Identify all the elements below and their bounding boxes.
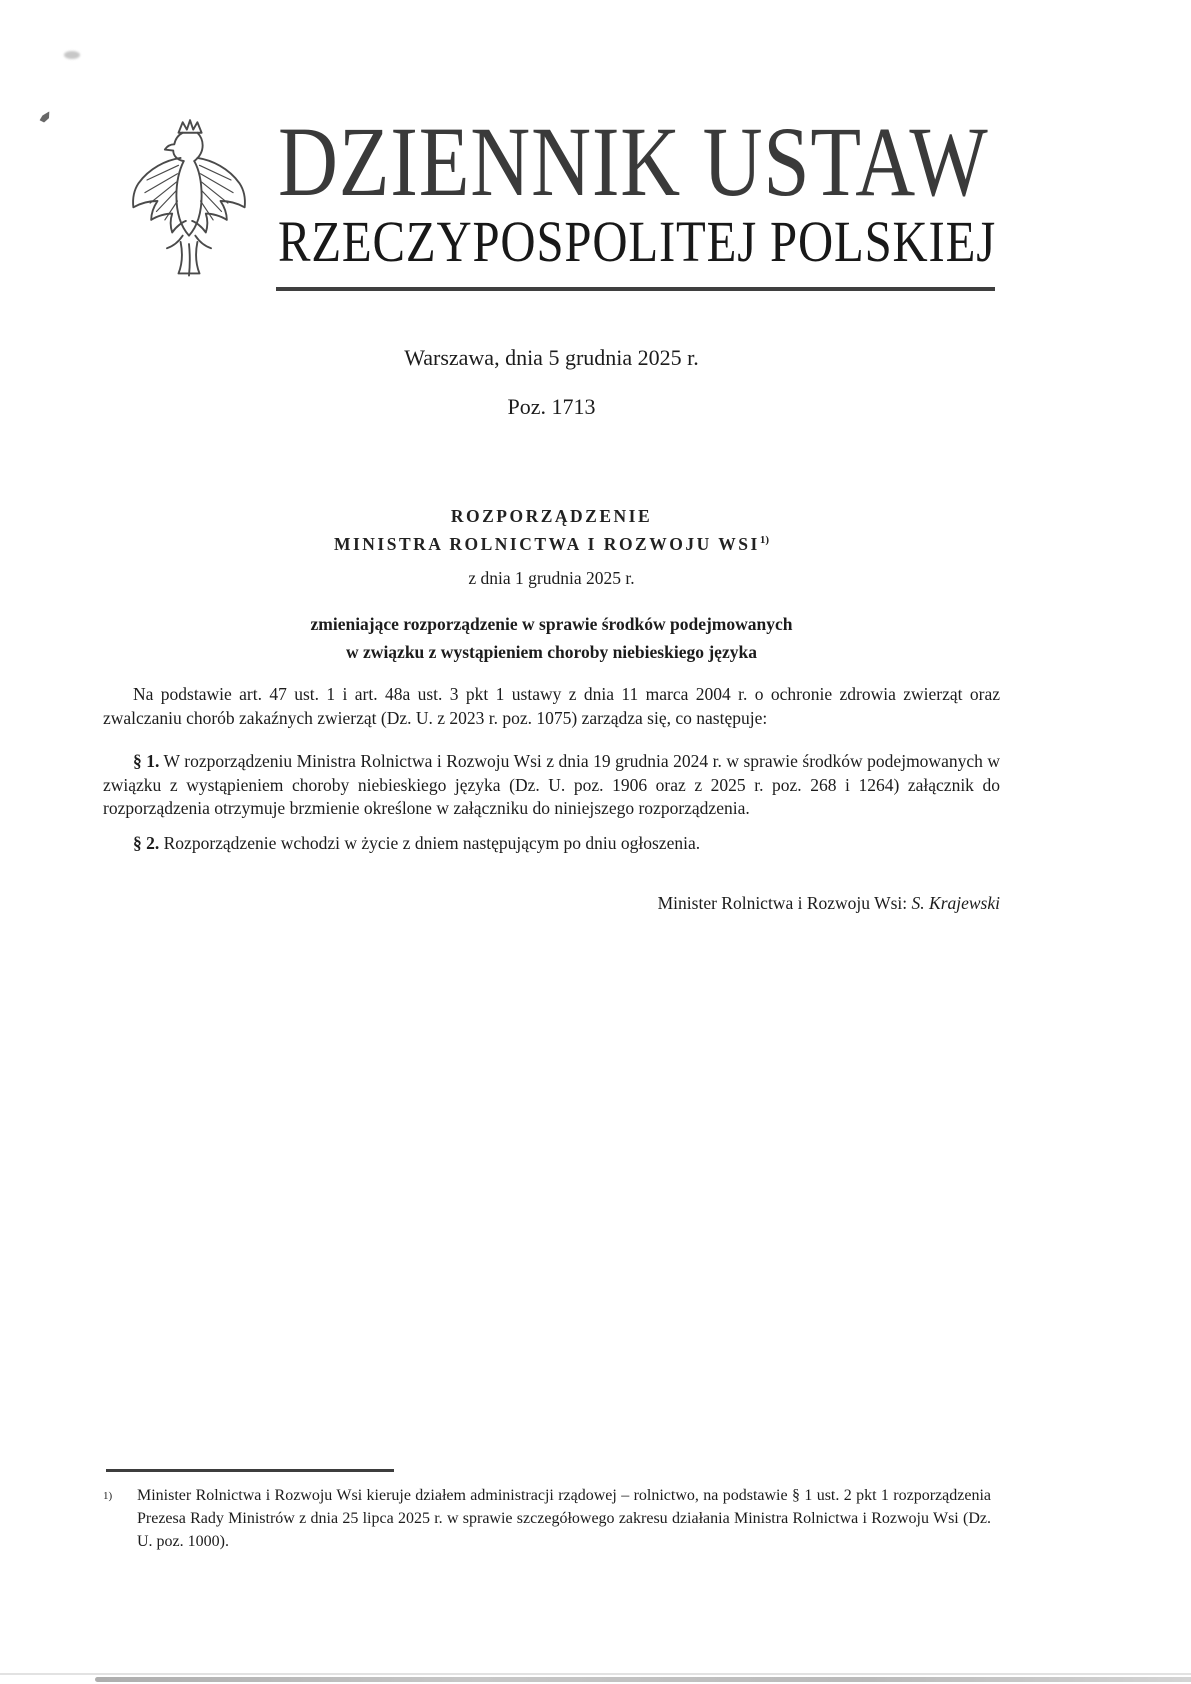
act-kind: ROZPORZĄDZENIE — [450, 506, 653, 526]
act-date: z dnia 1 grudnia 2025 r. — [468, 568, 635, 588]
journal-title: DZIENNIK USTAW — [278, 106, 989, 217]
signature-name: S. Krajewski — [911, 893, 1000, 913]
paragraph-1-text: W rozporządzeniu Ministra Rolnictwa i Rozwoju Wsi z dnia 19 grudnia 2024 r. w sprawie środków podejmowanych w związku z wystąpieniem choroby niebieskiego języka (Dz. U. poz. 1906 oraz z 2025 r. poz. 268 i 1264) załącznik do rozporządzenia otrzymuje brzmienie określone w załączniku do niniejszego rozporządzenia. — [103, 751, 1000, 818]
signature-line — [103, 893, 1000, 914]
paragraph-2 — [103, 832, 1000, 856]
act-title-line2: w związku z wystąpieniem choroby niebieskiego języka — [346, 642, 757, 662]
position-number: Poz. 1713 — [507, 394, 596, 419]
journal-subtitle: RZECZYPOSPOLITEJ POLSKIEJ — [278, 209, 997, 274]
dateline: Warszawa, dnia 5 grudnia 2025 r. — [404, 345, 699, 370]
paragraph-2-text: Rozporządzenie wchodzi w życie z dniem następującym po dniu ogłoszenia. — [159, 833, 701, 853]
issuer-footnote-ref: 1) — [759, 534, 770, 547]
act-title-line1: zmieniające rozporządzenie w sprawie środków podejmowanych — [310, 614, 793, 634]
act-title — [103, 610, 1000, 666]
paragraph-1 — [103, 750, 1000, 821]
footnote-separator — [106, 1469, 394, 1472]
scan-edge-bottom — [95, 1677, 1191, 1682]
paragraph-preamble: Na podstawie art. 47 ust. 1 i art. 48a ust. 3 pkt 1 ustawy z dnia 11 marca 2004 r. o ochronie zdrowia zwierząt oraz zwalczaniu chorób zakaźnych zwierząt (Dz. U. z 2023 r. poz. 1075) zarządza się, co następuje: — [103, 684, 1000, 728]
scan-edge-faint — [0, 1673, 1191, 1675]
footnote-ref: 1) — [103, 1490, 113, 1502]
paragraph-2-label: § 2. — [133, 833, 160, 853]
act-issuer-text: MINISTRA ROLNICTWA I ROZWOJU WSI — [333, 534, 760, 554]
scan-mark — [38, 111, 52, 123]
paragraph-1-label: § 1. — [133, 751, 160, 771]
act-issuer — [103, 534, 1000, 555]
footnote-text: Minister Rolnictwa i Rozwoju Wsi kieruje działem administracji rządowej – rolnictwo, na podstawie § 1 ust. 2 pkt 1 rozporządzenia Prezesa Rady Ministrów z dnia 25 lipca 2025 r. w sprawie szczegółowego zakresu działania Ministra Rolnictwa i Rozwoju Wsi (Dz. U. poz. 1000). — [137, 1487, 991, 1550]
footnote — [103, 1484, 991, 1553]
scan-smudge — [64, 51, 80, 59]
signature-office: Minister Rolnictwa i Rozwoju Wsi: — [657, 893, 912, 913]
document-content — [103, 0, 1000, 1684]
